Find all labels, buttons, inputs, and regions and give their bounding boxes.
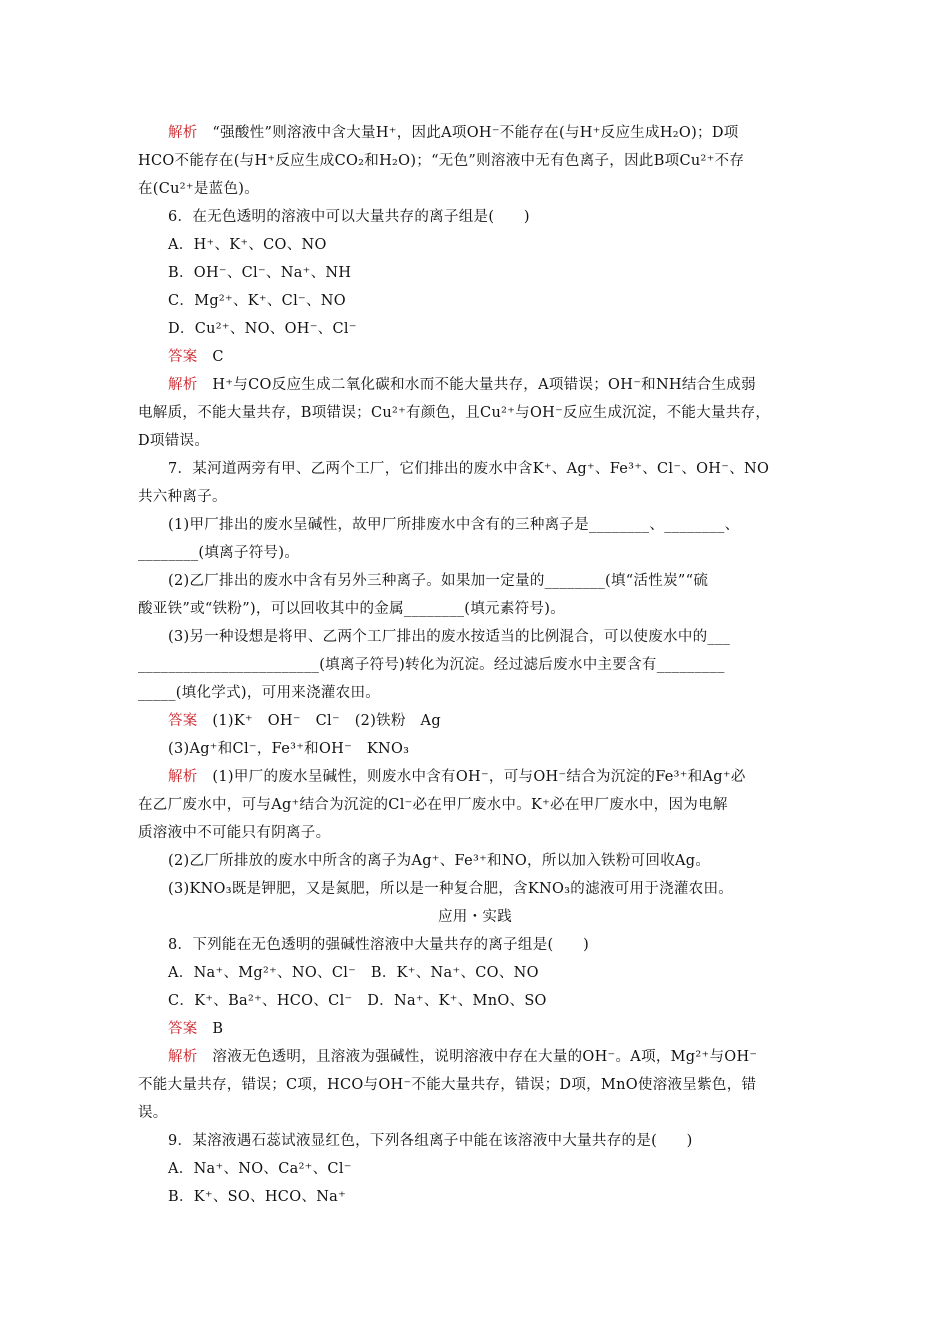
analysis-label: 解析 [168, 125, 198, 141]
q8-analysis-line-2: 不能大量共存，错误；C项，HCO与OH⁻不能大量共存，错误；D项，MnO使溶液呈紫色，错 [138, 1077, 757, 1093]
q7-part3-line-1: (3)另一种设想是将甲、乙两个工厂排出的废水按适当的比例混合，可以使废水中的___ [168, 629, 731, 645]
q8-stem: 8．下列能在无色透明的强碱性溶液中大量共存的离子组是( ) [168, 937, 590, 953]
q8-analysis-line-3: 误。 [138, 1105, 168, 1121]
answer-value: B [197, 1021, 224, 1037]
q5-analysis-line-2: HCO不能存在(与H⁺反应生成CO₂和H₂O)；“无色”则溶液中无有色离子，因此B项Cu²⁺不存 [138, 153, 745, 169]
q7-analysis-line-1 [168, 767, 746, 787]
q7-analysis-line-2: 在乙厂废水中，可与Ag⁺结合为沉淀的Cl⁻必在甲厂废水中。K⁺必在甲厂废水中，因为电解 [138, 797, 728, 813]
q6-option-c: C．Mg²⁺、K⁺、Cl⁻、NO [168, 293, 346, 309]
q8-options-cd: C．K⁺、Ba²⁺、HCO、Cl⁻ D．Na⁺、K⁺、MnO、SO [168, 993, 547, 1009]
section-title: 应用・实践 [438, 909, 512, 925]
q7-analysis-line-5: (3)KNO₃既是钾肥，又是氮肥，所以是一种复合肥，含KNO₃的滤液可用于浇灌农田。 [168, 881, 734, 897]
q7-part3-line-3: _____(填化学式)，可用来浇灌农田。 [138, 685, 381, 701]
analysis-text: H⁺与CO反应生成二氧化碳和水而不能大量共存，A项错误；OH⁻和NH结合生成弱 [197, 377, 756, 393]
analysis-text: 溶液无色透明，且溶液为强碱性，说明溶液中存在大量的OH⁻。A项，Mg²⁺与OH⁻ [197, 1049, 758, 1065]
answer-label: 答案 [168, 349, 198, 365]
q5-analysis-line-3: 在(Cu²⁺是蓝色)。 [138, 181, 260, 197]
q6-stem: 6．在无色透明的溶液中可以大量共存的离子组是( ) [168, 209, 530, 225]
analysis-text: “强酸性”则溶液中含大量H⁺，因此A项OH⁻不能存在(与H⁺反应生成H₂O)；D项 [197, 125, 739, 141]
q6-analysis-line-2: 电解质，不能大量共存，B项错误；Cu²⁺有颜色，且Cu²⁺与OH⁻反应生成沉淀，不能大量共存， [138, 405, 771, 421]
q6-analysis-line-3: D项错误。 [138, 433, 210, 449]
q7-answer-line-1 [168, 711, 441, 731]
q6-option-b: B．OH⁻、Cl⁻、Na⁺、NH [168, 265, 352, 281]
q9-option-b: B．K⁺、SO、HCO、Na⁺ [168, 1189, 347, 1205]
q7-part1-line-1: (1)甲厂排出的废水呈碱性，故甲厂所排废水中含有的三种离子是________、________、 [168, 517, 740, 533]
answer-label: 答案 [168, 1021, 198, 1037]
q9-stem: 9．某溶液遇石蕊试液显红色，下列各组离子中能在该溶液中大量共存的是( ) [168, 1133, 693, 1149]
q7-part3-line-2: ________________________(填离子符号)转化为沉淀。经过滤后废水中主要含有_________ [138, 657, 725, 673]
analysis-label: 解析 [168, 1049, 198, 1065]
q5-analysis-line-1 [168, 123, 739, 143]
q7-analysis-line-3: 质溶液中不可能只有阴离子。 [138, 825, 331, 841]
answer-value: (1)K⁺ OH⁻ Cl⁻ (2)铁粉 Ag [197, 713, 441, 729]
q6-answer [168, 347, 224, 367]
q7-answer-line-2: (3)Ag⁺和Cl⁻，Fe³⁺和OH⁻ KNO₃ [168, 741, 410, 757]
answer-value: C [197, 349, 224, 365]
q7-analysis-line-4: (2)乙厂所排放的废水中所含的离子为Ag⁺、Fe³⁺和NO，所以加入铁粉可回收Ag。 [168, 853, 711, 869]
q6-analysis-line-1 [168, 375, 756, 395]
q8-options-ab: A．Na⁺、Mg²⁺、NO、Cl⁻ B．K⁺、Na⁺、CO、NO [168, 965, 539, 981]
answer-label: 答案 [168, 713, 198, 729]
q8-analysis-line-1 [168, 1047, 757, 1067]
q7-stem-line-2: 共六种离子。 [138, 489, 227, 505]
q7-part2-line-2: 酸亚铁”或“铁粉”)，可以回收其中的金属________(填元素符号)。 [138, 601, 566, 617]
q7-stem-line-1: 7．某河道两旁有甲、乙两个工厂，它们排出的废水中含K⁺、Ag⁺、Fe³⁺、Cl⁻、OH⁻、NO [168, 461, 770, 477]
q8-answer [168, 1019, 223, 1039]
q6-option-d: D．Cu²⁺、NO、OH⁻、Cl⁻ [168, 321, 357, 337]
q6-option-a: A．H⁺、K⁺、CO、NO [168, 237, 327, 253]
q7-part2-line-1: (2)乙厂排出的废水中含有另外三种离子。如果加一定量的________(填“活性炭”“硫 [168, 573, 709, 589]
q7-part1-line-2: ________(填离子符号)。 [138, 545, 300, 561]
q9-option-a: A．Na⁺、NO、Ca²⁺、Cl⁻ [168, 1161, 352, 1177]
analysis-text: (1)甲厂的废水呈碱性，则废水中含有OH⁻，可与OH⁻结合为沉淀的Fe³⁺和Ag⁺必 [197, 769, 746, 785]
analysis-label: 解析 [168, 769, 198, 785]
analysis-label: 解析 [168, 377, 198, 393]
